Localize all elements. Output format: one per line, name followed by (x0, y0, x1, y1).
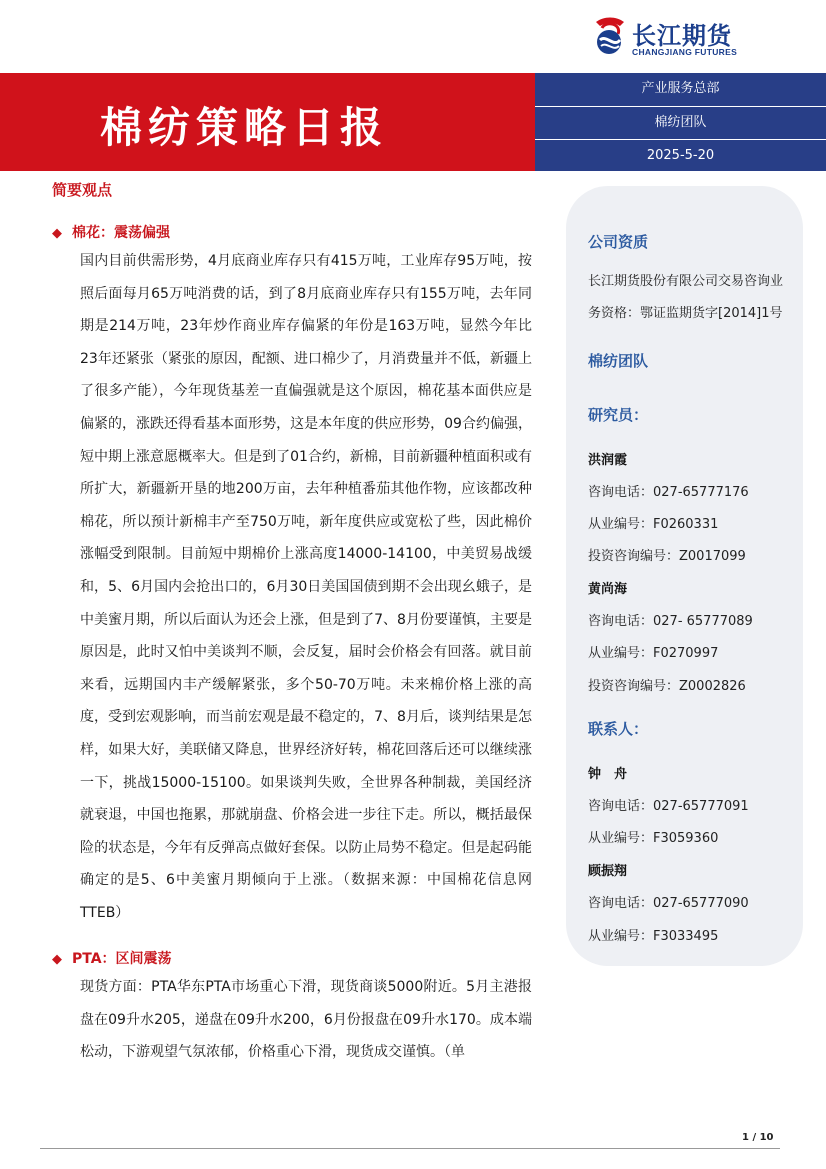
contact-license: 从业编号：F3059360 (588, 831, 719, 846)
report-date: 2025-5-20 (646, 148, 715, 163)
cotton-heading-text: 棉花：震荡偏强 (72, 225, 170, 241)
contact-phone: 咨询电话：027-65777091 (588, 799, 749, 814)
page-number: 1 / 10 (742, 1132, 774, 1143)
diamond-bullet-icon: ◆ (52, 952, 62, 967)
researcher-advisory: 投资咨询编号：Z0017099 (588, 549, 746, 564)
contact-license: 从业编号：F3033495 (588, 929, 719, 944)
qualification-line1: 长江期货股份有限公司交易咨询业 (588, 274, 784, 289)
researcher-name: 黄尚海 (588, 582, 628, 597)
researcher-name: 洪润霞 (588, 453, 628, 468)
report-title: 棉纺策略日报 (100, 103, 389, 152)
department-label: 产业服务总部 (641, 81, 720, 96)
team-label: 棉纺团队 (654, 115, 707, 130)
team-title: 棉纺团队 (588, 352, 649, 370)
researcher-advisory: 投资咨询编号：Z0002826 (588, 679, 746, 694)
footer-divider (40, 1148, 780, 1149)
diamond-bullet-icon: ◆ (52, 226, 62, 241)
contact-name: 钟 舟 (588, 767, 628, 782)
contact-phone: 咨询电话：027-65777090 (588, 896, 749, 911)
logo-name-cn: 长江期货 (632, 22, 732, 50)
researchers-title: 研究员： (588, 406, 649, 424)
researcher-license: 从业编号：F0270997 (588, 646, 719, 661)
logo-name-en: CHANGJIANG FUTURES (632, 47, 738, 57)
pta-heading (52, 948, 172, 968)
researcher-phone: 咨询电话：027-65777176 (588, 485, 749, 500)
cotton-paragraph: 国内目前供需形势，4月底商业库存只有415万吨，工业库存95万吨，按照后面每月65万吨消费的话，到了8月底商业库存只有155万吨，去年同期是214万吨，23年炒作商业库存偏紧的年份是163万吨，显然今年比23年还紧张（紧张的原因，配额、进口棉少了，月消费量并不低，新疆上了很多产能），今年现货基差一直偏强就是这个原因，棉花基本面供应是偏紧的，涨跌还得看基本面形势，这是本年度的供应形势，09合约偏强，短中期上涨意愿概率大。但是到了01合约，新棉，目前新疆种植面积或有所扩大，新疆新开垦的地200万亩，去年种植番茄其他作物，应该都改种棉花，所以预计新棉丰产至750万吨，新年度供应或宽松了些，因此棉价涨幅受到限制。目前短中期棉价上涨高度14000-14100，中美贸易战缓和，5、6月国内会抢出口的，6月30日美国国债到期不会出现幺蛾子，是中美蜜月期，所以后面认为还会上涨，但是到了7、8月份要谨慎，主要是原因是，此时又怕中美谈判不顺，会反复，届时会价格会有回落。就目前来看，远期国内丰产缓解紧张，多个50-70万吨。未来棉价格上涨的高度，受到宏观影响，而当前宏观是最不稳定的，7、8月后，谈判结果是怎样，如果大好，美联储又降息，世界经济好转，棉花回落后还可以继续涨一下，挑战15000-15100。如果谈判失败，全世界各种制裁，美国经济就衰退，中国也拖累，那就崩盘、价格会进一步往下走。所以，概括最保险的状态是，今年有反弹高点做好套保。以防止局势不稳定。但是起码能确定的是5、6中美蜜月期倾向于上涨。（数据来源：中国棉花信息网 TTEB） (80, 253, 546, 921)
qualification-title: 公司资质 (588, 233, 649, 251)
qualification-line2: 务资格：鄂证监期货字[2014]1号 (588, 306, 783, 321)
researcher-phone: 咨询电话：027- 65777089 (588, 614, 753, 629)
section-title: 简要观点 (52, 181, 113, 199)
cotton-heading (52, 222, 170, 242)
researcher-license: 从业编号：F0260331 (588, 517, 719, 532)
contact-name: 顾振翔 (588, 864, 628, 879)
pta-heading-text: PTA：区间震荡 (72, 951, 172, 967)
pta-paragraph: 现货方面：PTA华东PTA市场重心下滑，现货商谈5000附近。5月主港报盘在09升水205，递盘在09升水200，6月份报盘在09升水170。成本端松动，下游观望气氛浓郁，价格重心下滑，现货成交谨慎。（单 (80, 979, 532, 1061)
contacts-title: 联系人： (588, 720, 649, 738)
company-logo (592, 14, 772, 60)
logo-mark-icon (592, 14, 628, 58)
